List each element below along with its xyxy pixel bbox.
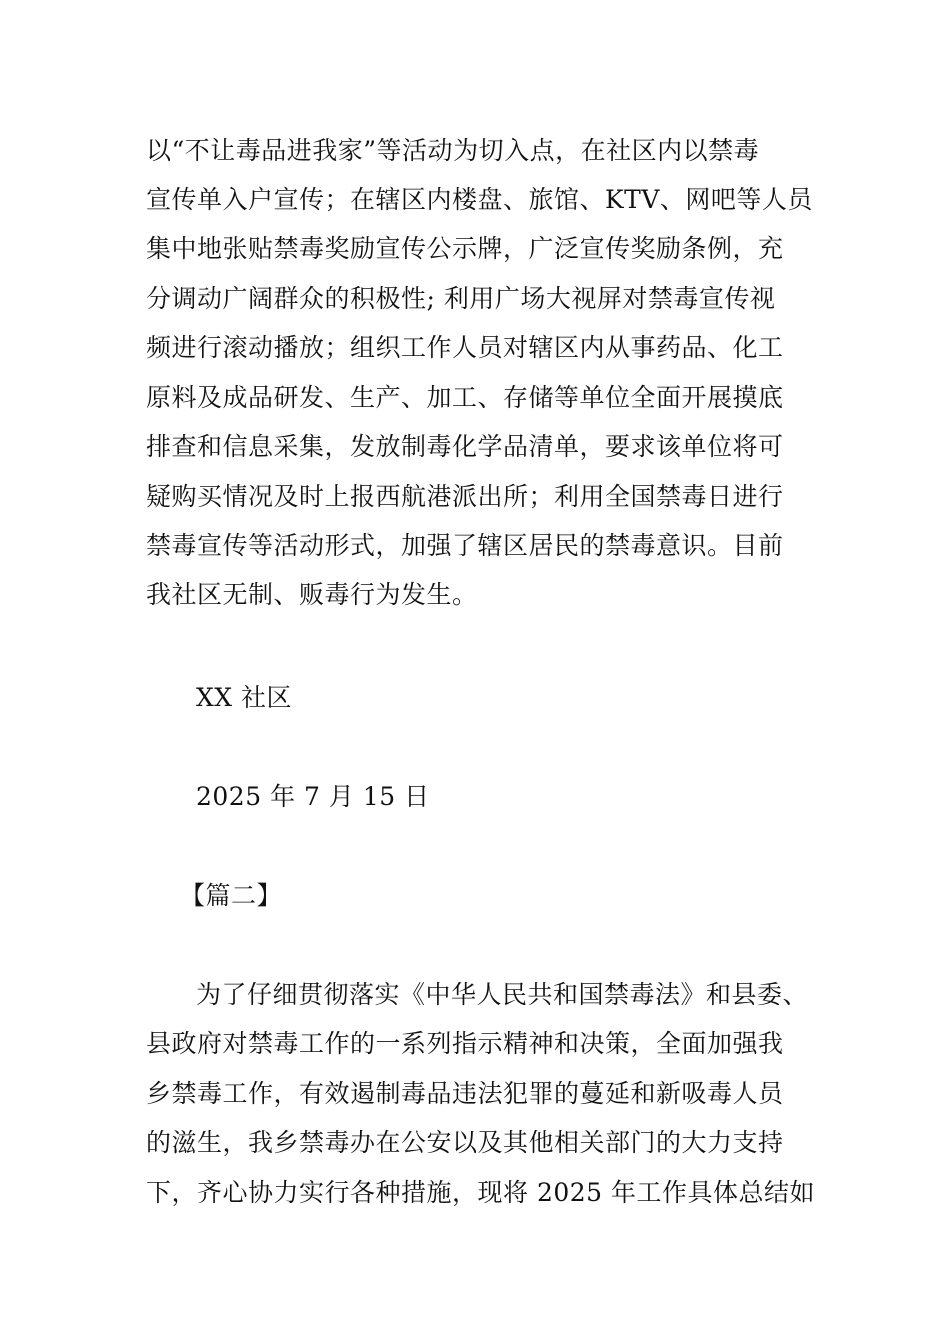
body-text-line: 的滋生，我乡禁毒办在公安以及其他相关部门的大力支持	[146, 1128, 784, 1157]
body-text-line: 分调动广阔群众的积极性; 利用广场大视屏对禁毒宣传视	[146, 284, 776, 313]
signature-organization: XX 社区	[196, 683, 293, 712]
body-text-line: 禁毒宣传等活动形式，加强了辖区居民的禁毒意识。目前	[146, 531, 784, 560]
section-heading: 【篇二】	[180, 881, 283, 910]
body-text-line: 乡禁毒工作，有效遏制毒品违法犯罪的蔓延和新吸毒人员	[146, 1079, 784, 1108]
body-text-line: 疑购买情况及时上报西航港派出所；利用全国禁毒日进行	[146, 482, 784, 511]
body-text-line: 下，齐心协力实行各种措施，现将 2025 年工作具体总结如	[146, 1178, 816, 1207]
body-text-line: 县政府对禁毒工作的一系列指示精神和决策，全面加强我	[146, 1029, 784, 1058]
body-text-line: 以“不让毒品进我家”等活动为切入点，在社区内以禁毒	[146, 136, 760, 165]
body-text-line: 为了仔细贯彻落实《中华人民共和国禁毒法》和县委、	[196, 980, 809, 1009]
body-text-line: 频进行滚动播放；组织工作人员对辖区内从事药品、化工	[146, 333, 784, 362]
body-text-line: 集中地张贴禁毒奖励宣传公示牌，广泛宣传奖励条例，充	[146, 234, 784, 263]
signature-date: 2025 年 7 月 15 日	[196, 782, 430, 811]
body-text-line: 原料及成品研发、生产、加工、存储等单位全面开展摸底	[146, 383, 784, 412]
body-text-line: 我社区无制、贩毒行为发生。	[146, 580, 478, 609]
body-text-line: 排查和信息采集，发放制毒化学品清单，要求该单位将可	[146, 432, 784, 461]
body-text-line: 宣传单入户宣传；在辖区内楼盘、旅馆、KTV、网吧等人员	[146, 185, 813, 214]
